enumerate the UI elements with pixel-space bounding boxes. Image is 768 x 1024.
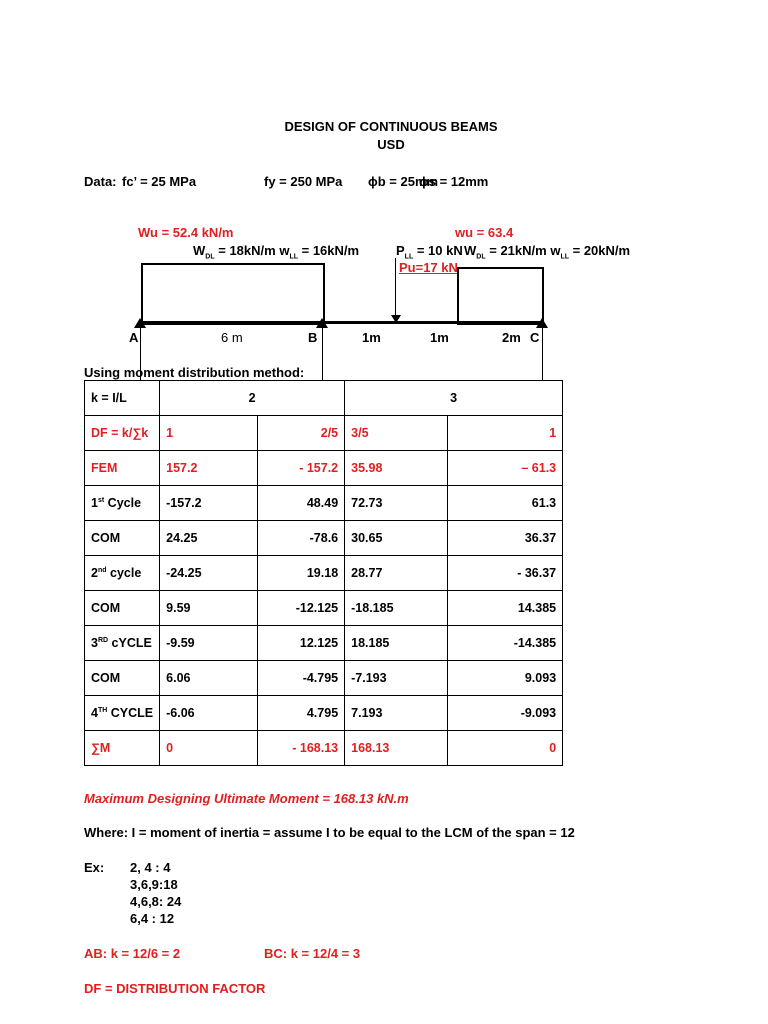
cell-ba: 4.795 <box>257 696 344 731</box>
table-row-df <box>85 416 563 451</box>
cell-ba: -4.795 <box>257 661 344 696</box>
cell-bc: 18.185 <box>345 626 448 661</box>
cell-ba: 12.125 <box>257 626 344 661</box>
page-title: DESIGN OF CONTINUOUS BEAMS <box>284 119 498 134</box>
cell-a: -24.25 <box>160 556 258 591</box>
support-c-icon <box>536 318 548 328</box>
ex-line-2: 3,6,9:18 <box>130 877 178 892</box>
method-label: Using moment distribution method: <box>84 365 305 380</box>
ex-line-1: 2, 4 : 4 <box>130 860 171 875</box>
beam-line <box>139 321 542 324</box>
row-label: COM <box>85 591 160 626</box>
cell-bc: 30.65 <box>345 521 448 556</box>
cell-a: 9.59 <box>160 591 258 626</box>
fc-value: fc’ = 25 MPa <box>122 174 197 189</box>
phi-s-value: ϕs = 12mm <box>419 174 489 189</box>
cell-c: 36.37 <box>448 521 563 556</box>
table-row <box>85 556 563 591</box>
cell-bc: -18.185 <box>345 591 448 626</box>
cell-a: -9.59 <box>160 626 258 661</box>
udl-block-ab <box>141 263 325 325</box>
cell-bc: 28.77 <box>345 556 448 591</box>
cell-c: 14.385 <box>448 591 563 626</box>
row-label: COM <box>85 521 160 556</box>
row-label: 1st Cycle <box>85 486 160 521</box>
row-label: COM <box>85 661 160 696</box>
ex-line-4: 6,4 : 12 <box>130 911 175 926</box>
table-row-k <box>85 381 563 416</box>
label-c: C <box>530 330 540 345</box>
point-load-arrow <box>395 258 396 320</box>
support-b-icon <box>316 318 328 328</box>
table-row <box>85 626 563 661</box>
k-label: k = I/L <box>85 381 160 416</box>
point-load-arrowhead <box>391 315 401 323</box>
ex-label: Ex: <box>84 860 105 875</box>
table-row <box>85 486 563 521</box>
ex-line-3: 4,6,8: 24 <box>130 894 182 909</box>
k-bc-line: BC: k = 12/4 = 3 <box>264 946 361 961</box>
cell-c: -14.385 <box>448 626 563 661</box>
df-ba: 2/5 <box>257 416 344 451</box>
label-a: A <box>129 330 139 345</box>
df-bc: 3/5 <box>345 416 448 451</box>
cell-ba: -78.6 <box>257 521 344 556</box>
cell-c: – 61.3 <box>448 451 563 486</box>
label-seg3: 2m <box>502 330 521 345</box>
cell-c: 0 <box>448 731 563 766</box>
label-span-ab: 6 m <box>221 330 243 345</box>
table-row <box>85 661 563 696</box>
pu-label: Pu=17 kN <box>399 260 458 275</box>
df-a: 1 <box>160 416 258 451</box>
label-b: B <box>308 330 318 345</box>
table-row <box>85 731 563 766</box>
point-load-live: $P_{LL} = 10$ kN <box>396 243 463 261</box>
row-label: ∑M <box>85 731 160 766</box>
k-ab: 2 <box>160 381 345 416</box>
cell-c: 9.093 <box>448 661 563 696</box>
cell-a: 157.2 <box>160 451 258 486</box>
cell-c: 61.3 <box>448 486 563 521</box>
row-label: 2nd cycle <box>85 556 160 591</box>
cell-a: 24.25 <box>160 521 258 556</box>
cell-bc: 168.13 <box>345 731 448 766</box>
label-seg2: 1m <box>430 330 449 345</box>
cell-bc: -7.193 <box>345 661 448 696</box>
df-c: 1 <box>448 416 563 451</box>
page-subtitle: USD <box>377 137 405 152</box>
cell-ba: - 168.13 <box>257 731 344 766</box>
fy-value: fy = 250 MPa <box>264 174 343 189</box>
cell-ba: - 157.2 <box>257 451 344 486</box>
cell-bc: 72.73 <box>345 486 448 521</box>
df-label: DF = k/∑k <box>85 416 160 451</box>
row-label: FEM <box>85 451 160 486</box>
row-label: 4TH CYCLE <box>85 696 160 731</box>
df-definition: DF = DISTRIBUTION FACTOR <box>84 981 266 996</box>
reaction-line-c <box>542 328 543 380</box>
k-ab-line: AB: k = 12/6 = 2 <box>84 946 181 961</box>
max-moment-line: Maximum Designing Ultimate Moment = 168.13 kN.m <box>84 791 409 806</box>
table-row <box>85 591 563 626</box>
moment-distribution-table <box>84 380 563 766</box>
table-row <box>85 521 563 556</box>
dead-live-load-left: $W_{DL} = 18kN/m$ $w_{LL} = 16kN/m$ <box>193 243 360 261</box>
cell-ba: -12.125 <box>257 591 344 626</box>
cell-bc: 7.193 <box>345 696 448 731</box>
cell-a: 6.06 <box>160 661 258 696</box>
k-bc: 3 <box>345 381 563 416</box>
cell-bc: 35.98 <box>345 451 448 486</box>
where-line: Where: I = moment of inertia = assume I to be equal to the LCM of the span = 12 <box>84 825 575 840</box>
support-a-icon <box>134 318 146 328</box>
wu-right-label: wu = 63.4 <box>455 225 514 240</box>
data-label: Data: <box>84 174 117 189</box>
cell-c: -9.093 <box>448 696 563 731</box>
reaction-line-b <box>322 328 323 380</box>
udl-block-bc <box>457 267 544 325</box>
wu-left-label: Wu = 52.4 kN/m <box>138 225 234 240</box>
table-row <box>85 451 563 486</box>
cell-a: -6.06 <box>160 696 258 731</box>
table-row <box>85 696 563 731</box>
label-seg1: 1m <box>362 330 381 345</box>
cell-ba: 48.49 <box>257 486 344 521</box>
cell-ba: 19.18 <box>257 556 344 591</box>
dead-live-load-right: $W_{DL} = 21kN/m$ $w_{LL} = 20kN/m$ <box>464 243 631 261</box>
row-label: 3RD cYCLE <box>85 626 160 661</box>
phi-b-value: ϕb = 25mm <box>368 174 439 189</box>
cell-c: - 36.37 <box>448 556 563 591</box>
cell-a: -157.2 <box>160 486 258 521</box>
cell-a: 0 <box>160 731 258 766</box>
